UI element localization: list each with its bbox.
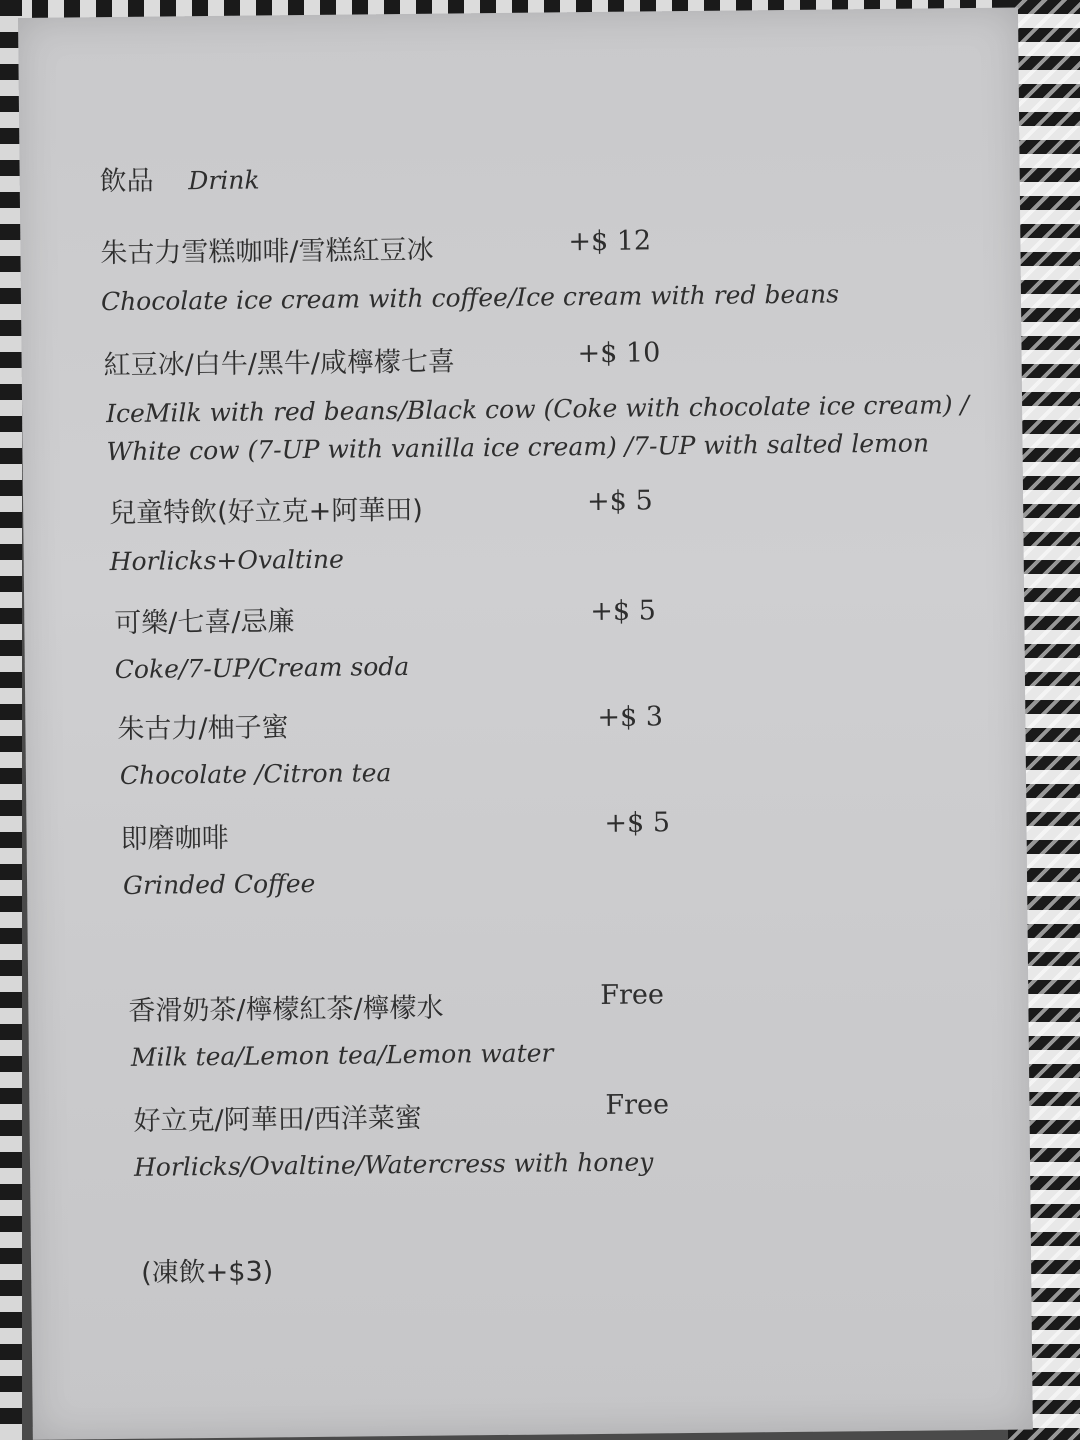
item-zh: 香滑奶茶/檸檬紅茶/檸檬水 [128,992,444,1027]
triangle-border-left [0,0,22,1440]
item-en: White cow (7-UP with vanilla ice cream) /7-UP with salted lemon [106,428,930,467]
item-en: Grinded Coffee [122,868,316,900]
item-zh: 即磨咖啡 [120,822,229,855]
section-title-en: Drink [188,165,260,196]
item-price: +$ 5 [604,807,671,839]
section-heading [99,157,259,198]
item-price: +$ 10 [577,337,661,370]
item-en: Horlicks+Ovaltine [109,544,345,577]
item-price: +$ 5 [590,595,656,628]
item-price: +$ 5 [586,485,653,518]
item-price: +$ 3 [597,701,664,733]
item-en: Chocolate ice cream with coffee/Ice cream with red beans [100,279,840,317]
item-en: Coke/7-UP/Cream soda [114,651,410,685]
item-en: IceMilk with red beans/Black cow (Coke with chocolate ice cream) / [105,390,970,429]
item-zh: 朱古力雪糕咖啡/雪糕紅豆冰 [100,234,434,270]
footnote: (凍飲+$3) [140,1256,274,1289]
section-title-zh: 飲品 [99,165,154,198]
item-zh: 紅豆冰/白牛/黑牛/咸檸檬七喜 [103,346,456,382]
item-en: Horlicks/Ovaltine/Watercress with honey [133,1147,654,1182]
item-zh: 好立克/阿華田/西洋菜蜜 [133,1102,422,1137]
item-price: Free [600,979,665,1011]
menu-sheet [18,8,1033,1440]
item-zh: 朱古力/柚子蜜 [117,712,289,745]
item-en: Chocolate /Citron tea [119,758,392,790]
item-price: Free [605,1089,670,1121]
item-price: +$ 12 [568,225,652,258]
item-zh: 兒童特飲(好立克+阿華田) [109,494,424,530]
item-en: Milk tea/Lemon tea/Lemon water [130,1038,554,1072]
item-zh: 可樂/七喜/忌廉 [114,606,295,640]
